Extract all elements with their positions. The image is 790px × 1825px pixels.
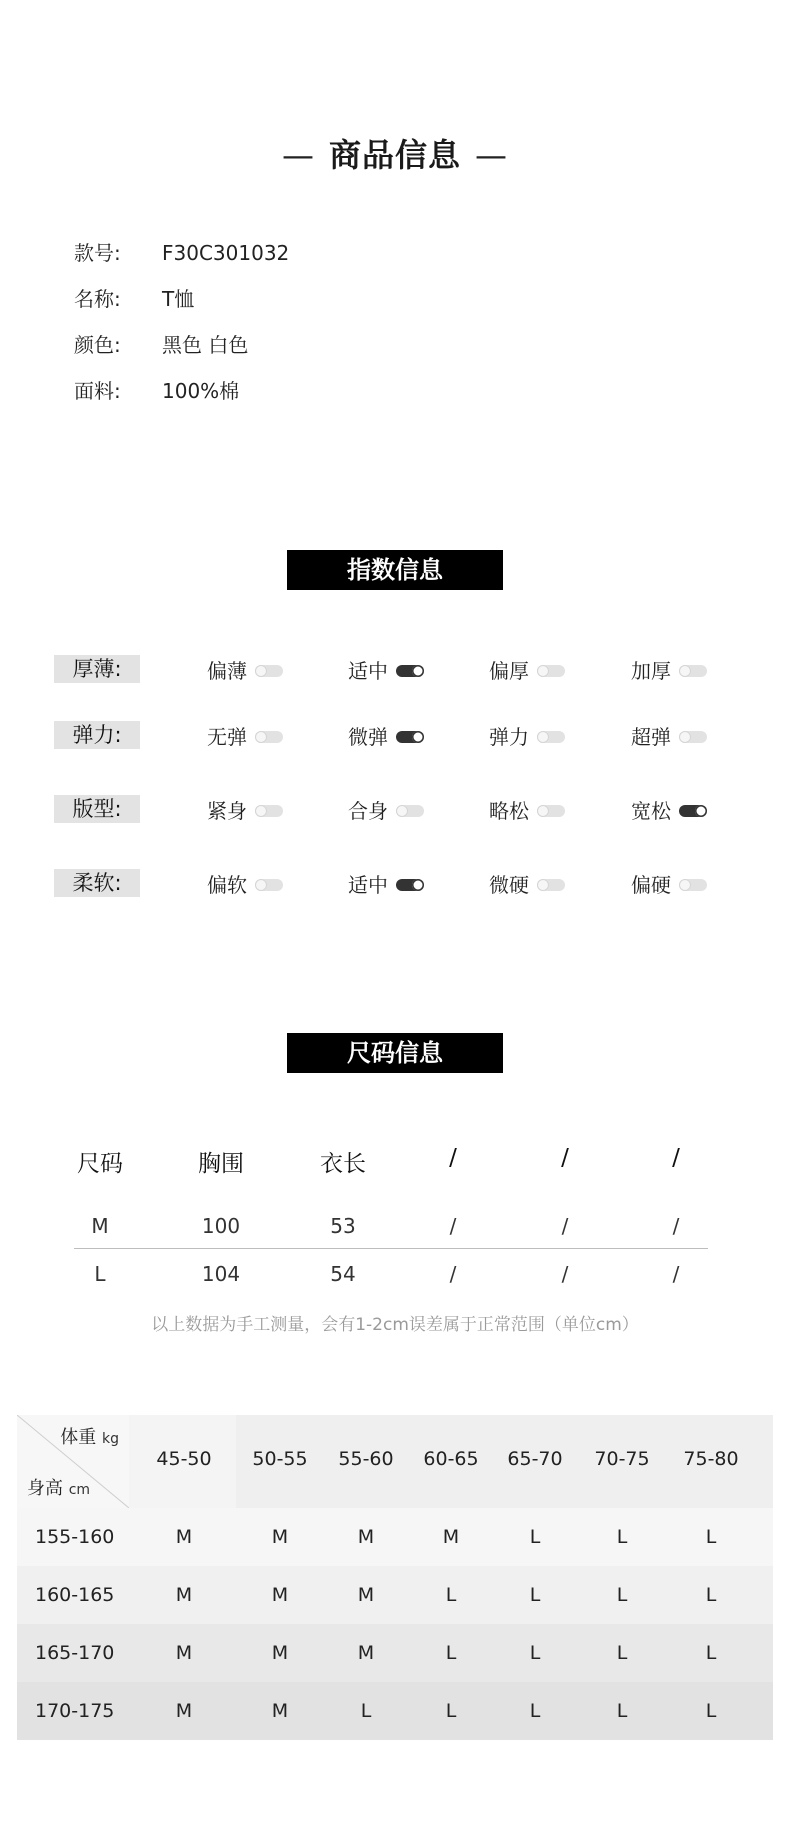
title-dash-left: — xyxy=(281,136,315,174)
size-recommendation-cell: L xyxy=(445,1584,457,1606)
size-recommendation-cell: L xyxy=(616,1700,628,1722)
index-option-label: 略松 xyxy=(489,798,529,823)
index-option-label: 偏软 xyxy=(207,872,247,897)
height-range-label: 170-175 xyxy=(35,1700,115,1722)
index-row-label: 柔软: xyxy=(54,869,140,897)
size-recommendation-cell: L xyxy=(616,1642,628,1664)
size-guide-grid xyxy=(17,1415,773,1740)
size-recommendation-cell: M xyxy=(442,1526,460,1548)
index-option-label: 无弹 xyxy=(207,724,247,749)
info-row-fabric xyxy=(74,375,239,404)
toggle-on-icon xyxy=(396,665,424,677)
toggle-off-icon xyxy=(679,879,707,891)
size-recommendation-cell: M xyxy=(271,1642,289,1664)
index-option xyxy=(631,721,707,749)
weight-range-header: 70-75 xyxy=(594,1448,650,1470)
size-recommendation-cell: M xyxy=(271,1526,289,1548)
index-option-label: 宽松 xyxy=(631,798,671,823)
size-recommendation-cell: L xyxy=(529,1526,541,1548)
size-recommendation-cell: M xyxy=(175,1642,193,1664)
size-recommendation-cell: L xyxy=(529,1700,541,1722)
toggle-off-icon xyxy=(679,665,707,677)
index-option xyxy=(489,655,565,683)
index-option-label: 紧身 xyxy=(207,798,247,823)
index-option xyxy=(631,869,707,897)
index-option-label: 微弹 xyxy=(348,724,388,749)
index-option-label: 偏厚 xyxy=(489,658,529,683)
weight-range-header: 65-70 xyxy=(507,1448,563,1470)
toggle-off-icon xyxy=(537,665,565,677)
index-option-label: 微硬 xyxy=(489,872,529,897)
index-option xyxy=(348,655,424,683)
index-row-label: 版型: xyxy=(54,795,140,823)
size-table-header: 尺码 xyxy=(77,1151,123,1177)
size-recommendation-cell: L xyxy=(616,1526,628,1548)
toggle-on-icon xyxy=(679,805,707,817)
size-recommendation-cell: M xyxy=(357,1642,375,1664)
weight-range-header: 45-50 xyxy=(156,1448,212,1470)
product-info-title-text: 商品信息 xyxy=(328,136,461,174)
size-recommendation-cell: M xyxy=(357,1526,375,1548)
info-value: T恤 xyxy=(162,287,195,311)
size-table-cell: 54 xyxy=(330,1262,356,1286)
size-recommendation-cell: L xyxy=(529,1642,541,1664)
toggle-off-icon xyxy=(255,879,283,891)
index-option xyxy=(489,721,565,749)
size-table-cell: L xyxy=(94,1262,106,1286)
index-option-label: 偏薄 xyxy=(207,658,247,683)
size-recommendation-cell: L xyxy=(445,1700,457,1722)
info-label: 款号: xyxy=(74,241,121,265)
height-label: 身高 xyxy=(27,1478,63,1499)
grid-corner xyxy=(17,1415,129,1508)
size-recommendation-cell: M xyxy=(175,1700,193,1722)
height-unit: cm xyxy=(68,1482,91,1498)
info-row-color xyxy=(74,329,248,358)
index-option xyxy=(348,869,424,897)
size-recommendation-cell: L xyxy=(705,1526,717,1548)
size-table-cell: / xyxy=(672,1214,680,1238)
size-table-cell: / xyxy=(449,1214,457,1238)
toggle-on-icon xyxy=(396,879,424,891)
size-recommendation-cell: M xyxy=(271,1584,289,1606)
size-table-cell: 100 xyxy=(201,1214,241,1238)
size-recommendation-cell: M xyxy=(175,1526,193,1548)
size-table-header: / xyxy=(449,1145,457,1171)
index-option xyxy=(489,869,565,897)
size-recommendation-cell: L xyxy=(616,1584,628,1606)
weight-axis-label xyxy=(60,1423,119,1449)
toggle-off-icon xyxy=(396,805,424,817)
size-info-header: 尺码信息 xyxy=(287,1033,503,1073)
info-label: 名称: xyxy=(74,287,121,311)
weight-label: 体重 xyxy=(60,1427,97,1448)
index-option xyxy=(631,795,707,823)
info-value: 黑色 白色 xyxy=(162,333,249,357)
toggle-off-icon xyxy=(537,879,565,891)
weight-range-header: 75-80 xyxy=(683,1448,739,1470)
toggle-off-icon xyxy=(255,731,283,743)
info-value: 100%棉 xyxy=(162,379,240,403)
weight-range-header: 50-55 xyxy=(252,1448,308,1470)
size-table-cell: 53 xyxy=(330,1214,356,1238)
size-table-cell: / xyxy=(561,1262,569,1286)
info-label: 面料: xyxy=(74,379,121,403)
size-table-cell: / xyxy=(449,1262,457,1286)
toggle-off-icon xyxy=(255,805,283,817)
index-option xyxy=(207,721,283,749)
title-dash-right: — xyxy=(475,136,508,174)
size-table-header: 衣长 xyxy=(320,1151,366,1177)
toggle-off-icon xyxy=(679,731,707,743)
height-range-label: 155-160 xyxy=(35,1526,115,1548)
height-range-label: 165-170 xyxy=(35,1642,115,1664)
index-option xyxy=(631,655,707,683)
index-option xyxy=(207,655,283,683)
size-table-divider xyxy=(74,1248,708,1249)
size-recommendation-cell: M xyxy=(357,1584,375,1606)
info-row-name xyxy=(74,283,194,312)
index-option-label: 弹力 xyxy=(489,724,529,749)
size-recommendation-cell: L xyxy=(705,1700,717,1722)
size-recommendation-cell: L xyxy=(529,1584,541,1606)
index-option-label: 偏硬 xyxy=(631,872,671,897)
size-recommendation-cell: L xyxy=(360,1700,372,1722)
size-recommendation-cell: M xyxy=(175,1584,193,1606)
size-recommendation-cell: L xyxy=(445,1642,457,1664)
index-option xyxy=(348,721,424,749)
index-option xyxy=(489,795,565,823)
index-option-label: 适中 xyxy=(348,658,388,683)
index-option-label: 超弹 xyxy=(631,724,671,749)
info-label: 颜色: xyxy=(74,333,121,357)
size-table-header: / xyxy=(672,1145,680,1171)
index-option-label: 适中 xyxy=(348,872,388,897)
weight-range-header: 60-65 xyxy=(423,1448,479,1470)
weight-range-header: 55-60 xyxy=(338,1448,394,1470)
size-table-cell: M xyxy=(91,1214,109,1238)
height-range-label: 160-165 xyxy=(35,1584,115,1606)
weight-unit: kg xyxy=(102,1431,119,1447)
height-axis-label xyxy=(27,1474,90,1500)
size-recommendation-cell: L xyxy=(705,1642,717,1664)
size-table-note: 以上数据为手工测量，会有1-2cm误差属于正常范围（单位cm） xyxy=(151,1315,639,1335)
index-row-label: 厚薄: xyxy=(54,655,140,683)
toggle-off-icon xyxy=(255,665,283,677)
size-recommendation-cell: M xyxy=(271,1700,289,1722)
info-row-style-no xyxy=(74,237,289,266)
size-table-cell: / xyxy=(672,1262,680,1286)
size-table-header: 胸围 xyxy=(198,1151,244,1177)
index-option xyxy=(207,869,283,897)
index-info-header: 指数信息 xyxy=(287,550,503,590)
size-recommendation-cell: L xyxy=(705,1584,717,1606)
toggle-off-icon xyxy=(537,805,565,817)
size-table-header: / xyxy=(561,1145,569,1171)
index-row-label: 弹力: xyxy=(54,721,140,749)
size-table-cell: 104 xyxy=(201,1262,241,1286)
product-info-title xyxy=(0,130,790,176)
index-option xyxy=(207,795,283,823)
index-option xyxy=(348,795,424,823)
index-option-label: 合身 xyxy=(348,798,388,823)
toggle-off-icon xyxy=(537,731,565,743)
toggle-on-icon xyxy=(396,731,424,743)
size-table-cell: / xyxy=(561,1214,569,1238)
info-value: F30C301032 xyxy=(162,241,290,265)
index-option-label: 加厚 xyxy=(631,658,671,683)
